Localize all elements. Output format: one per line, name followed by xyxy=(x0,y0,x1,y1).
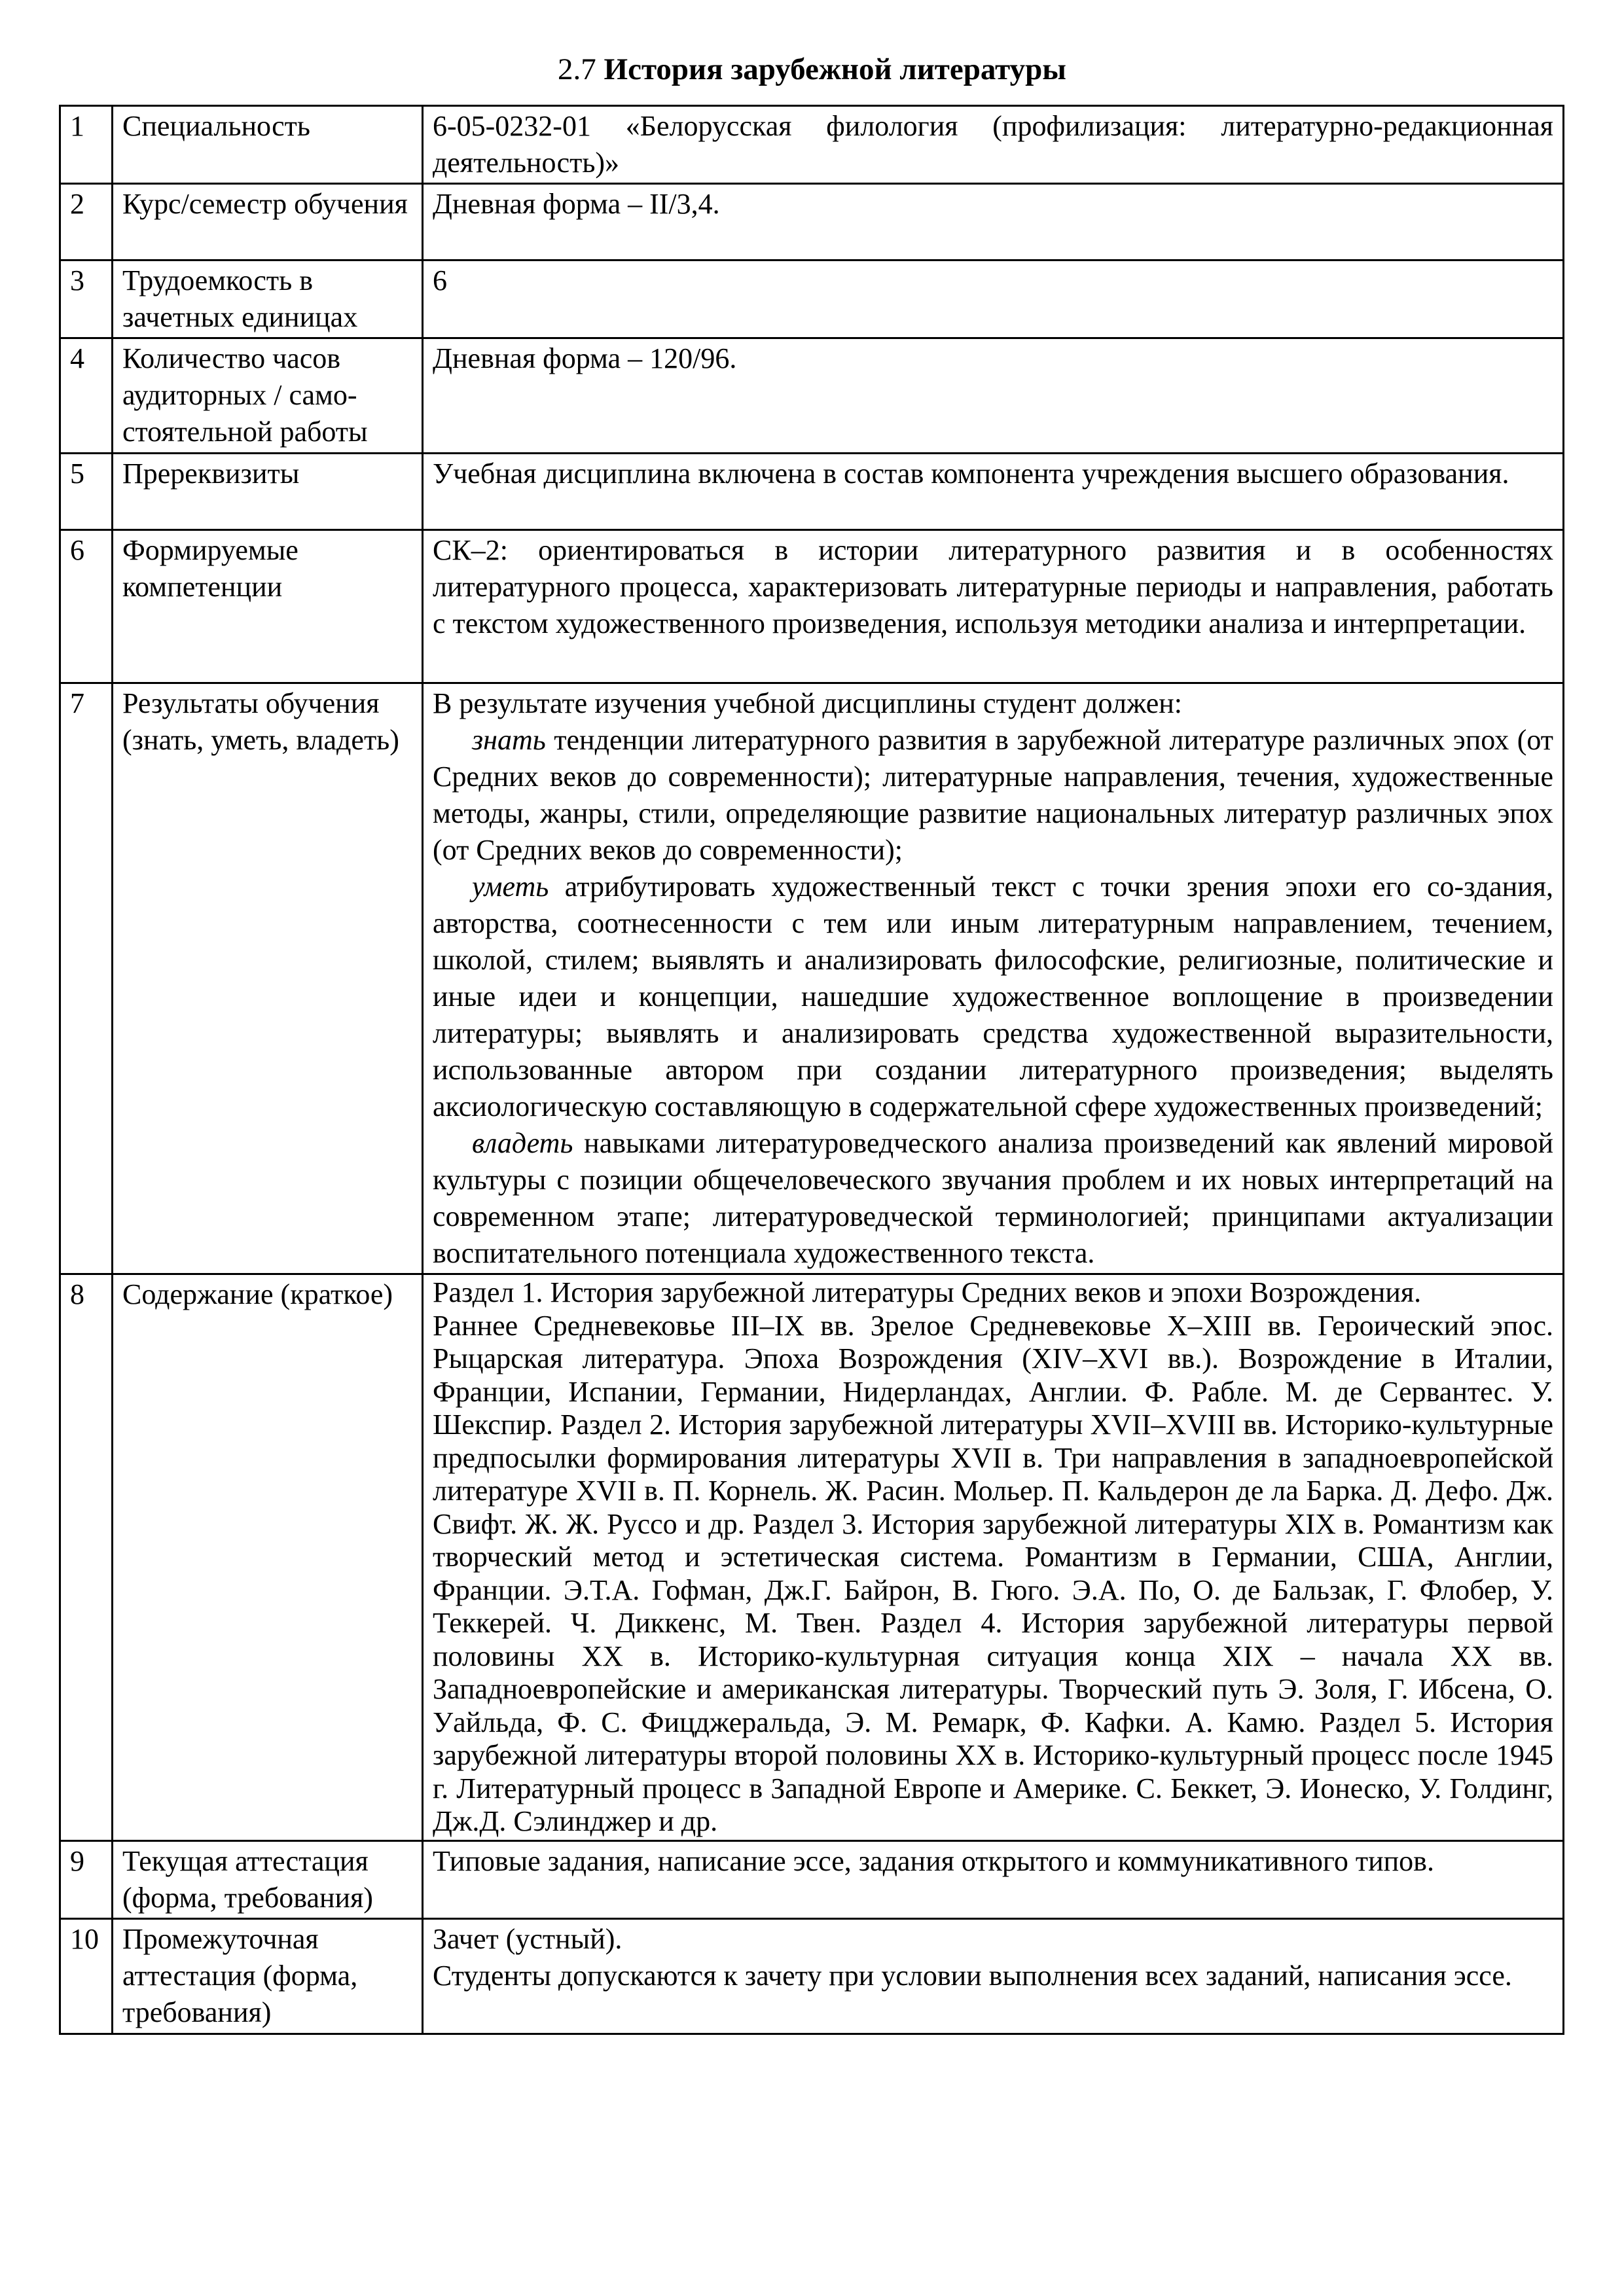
row-label: Трудоемкость в зачетных единицах xyxy=(113,260,423,338)
know-label: знать xyxy=(472,724,546,756)
row-number: 10 xyxy=(60,1918,113,2034)
row-number: 8 xyxy=(60,1274,113,1841)
exam-requirements: Студенты допускаются к зачету при условии выполнения всех заданий, написания эссе. xyxy=(433,1959,1512,1992)
row-value xyxy=(423,1918,1564,2034)
row-label: Специальность xyxy=(113,106,423,184)
results-know xyxy=(433,722,1553,869)
row-value: 6-05-0232-01 «Белорусская филология (профилизация: литературно-редакционная деятельность)» xyxy=(423,106,1564,184)
row-label: Формируемые компетенции xyxy=(113,530,423,683)
results-intro: В результате изучения учебной дисциплины студент должен: xyxy=(433,687,1183,719)
row-label: Количество часов аудиторных / само-стоятельной работы xyxy=(113,338,423,454)
table-row xyxy=(60,1274,1564,1841)
row-label: Результаты обучения (знать, уметь, владеть) xyxy=(113,683,423,1274)
row-number: 2 xyxy=(60,184,113,260)
table-row xyxy=(60,683,1564,1274)
row-label: Содержание (краткое) xyxy=(113,1274,423,1841)
title-name: История зарубежной литературы xyxy=(604,52,1066,86)
results-own xyxy=(433,1125,1553,1272)
can-label: уметь xyxy=(472,870,549,903)
own-text: навыками литературоведческого анализа произведений как явлений мировой культуры с позиции общечеловеческого звучания проблем и их новых интерпретаций на современном этапе; литературоведческой терминологией; принципами актуализации воспитательного потенциала художественного текста. xyxy=(433,1127,1553,1269)
row-number: 6 xyxy=(60,530,113,683)
table-row xyxy=(60,184,1564,260)
row-number: 1 xyxy=(60,106,113,184)
row-value xyxy=(423,1274,1564,1841)
content-section-1: Раздел 1. История зарубежной литературы Средних веков и эпохи Возрождения. xyxy=(433,1276,1422,1308)
row-value: Дневная форма – II/3,4. xyxy=(423,184,1564,260)
table-row xyxy=(60,338,1564,454)
table-row xyxy=(60,530,1564,683)
title-number: 2.7 xyxy=(558,52,596,86)
table-row xyxy=(60,106,1564,184)
row-label: Пререквизиты xyxy=(113,454,423,530)
table-row xyxy=(60,454,1564,530)
row-number: 4 xyxy=(60,338,113,454)
exam-type: Зачет (устный). xyxy=(433,1922,623,1955)
row-number: 7 xyxy=(60,683,113,1274)
row-label: Текущая аттестация (форма, требования) xyxy=(113,1840,423,1918)
can-text: атрибутировать художественный текст с точки зрения эпохи его со-здания, авторства, соотнесенности с тем или иным литературным направлением, течением, школой, стилем; выявлять и анализировать философские, религиозные, политические и иные идеи и концепции, нашедшие художественное воплощение в произведении литературы; выявлять и анализировать средства художественной выразительности, использованные автором при создании литературного произведения; выделять аксиологическую составляющую в содержательной сфере художественных произведений; xyxy=(433,870,1553,1122)
table-row xyxy=(60,1840,1564,1918)
row-value: Дневная форма – 120/96. xyxy=(423,338,1564,454)
row-number: 5 xyxy=(60,454,113,530)
row-label: Промежуточная аттестация (форма, требования) xyxy=(113,1918,423,2034)
row-label: Курс/семестр обучения xyxy=(113,184,423,260)
row-value: СК–2: ориентироваться в истории литературного развития и в особенностях литературного процесса, характеризовать литературные периоды и направления, работать с текстом художественного произведения, используя методики анализа и интерпретации. xyxy=(423,530,1564,683)
row-value xyxy=(423,683,1564,1274)
row-value: Типовые задания, написание эссе, задания открытого и коммуникативного типов. xyxy=(423,1840,1564,1918)
content-body: Раннее Средневековье III–IX вв. Зрелое Средневековье X–XIII вв. Героический эпос. Рыцарская литература. Эпоха Возрождения (XIV–XVI вв.). Возрождение в Италии, Франции, Испании, Германии, Нидерландах, Англии. Ф. Рабле. М. де Сервантес. У. Шекспир. Раздел 2. История зарубежной литературы XVII–XVIII вв. Историко-культурные предпосылки формирования литературы XVII в. Три направления в западноевропейской литературе XVII в. П. Корнель. Ж. Расин. Мольер. П. Кальдерон де ла Барка. Д. Дефо. Дж. Свифт. Ж. Ж. Руссо и др. Раздел 3. История зарубежной литературы XIX в. Романтизм как творческий метод и эстетическая система. Романтизм в Германии, США, Англии, Франции. Э.Т.А. Гофман, Дж.Г. Байрон, В. Гюго. Э.А. По, О. де Бальзак, Г. Флобер, У. Теккерей. Ч. Диккенс, М. Твен. Раздел 4. История зарубежной литературы первой половины XX в. Историко-культурная ситуация конца XIX – начала XX вв. Западноевропейские и американская литературы. Творческий путь Э. Золя, Г. Ибсена, О. Уайльда, Ф. С. Фицджеральда, Э. М. Ремарк, Ф. Кафки. А. Камю. Раздел 5. История зарубежной литературы второй половины XX в. Историко-культурный процесс после 1945 г. Литературный процесс в Западной Европе и Америке. С. Беккет, Э. Ионеско, У. Голдинг, Дж.Д. Сэлинджер и др. xyxy=(433,1309,1553,1837)
know-text: тенденции литературного развития в зарубежной литературе различных эпох (от Средних веков до современности); литературные направления, течения, художественные методы, жанры, стили, определяющие развитие национальных литератур различных эпох (от Средних веков до современности); xyxy=(433,724,1553,866)
table-row xyxy=(60,1918,1564,2034)
row-value: 6 xyxy=(423,260,1564,338)
row-number: 9 xyxy=(60,1840,113,1918)
page-title xyxy=(0,51,1624,88)
table-row xyxy=(60,260,1564,338)
row-value: Учебная дисциплина включена в состав компонента учреждения высшего образования. xyxy=(423,454,1564,530)
syllabus-table xyxy=(59,105,1564,2035)
results-can xyxy=(433,869,1553,1125)
row-number: 3 xyxy=(60,260,113,338)
own-label: владеть xyxy=(472,1127,573,1159)
